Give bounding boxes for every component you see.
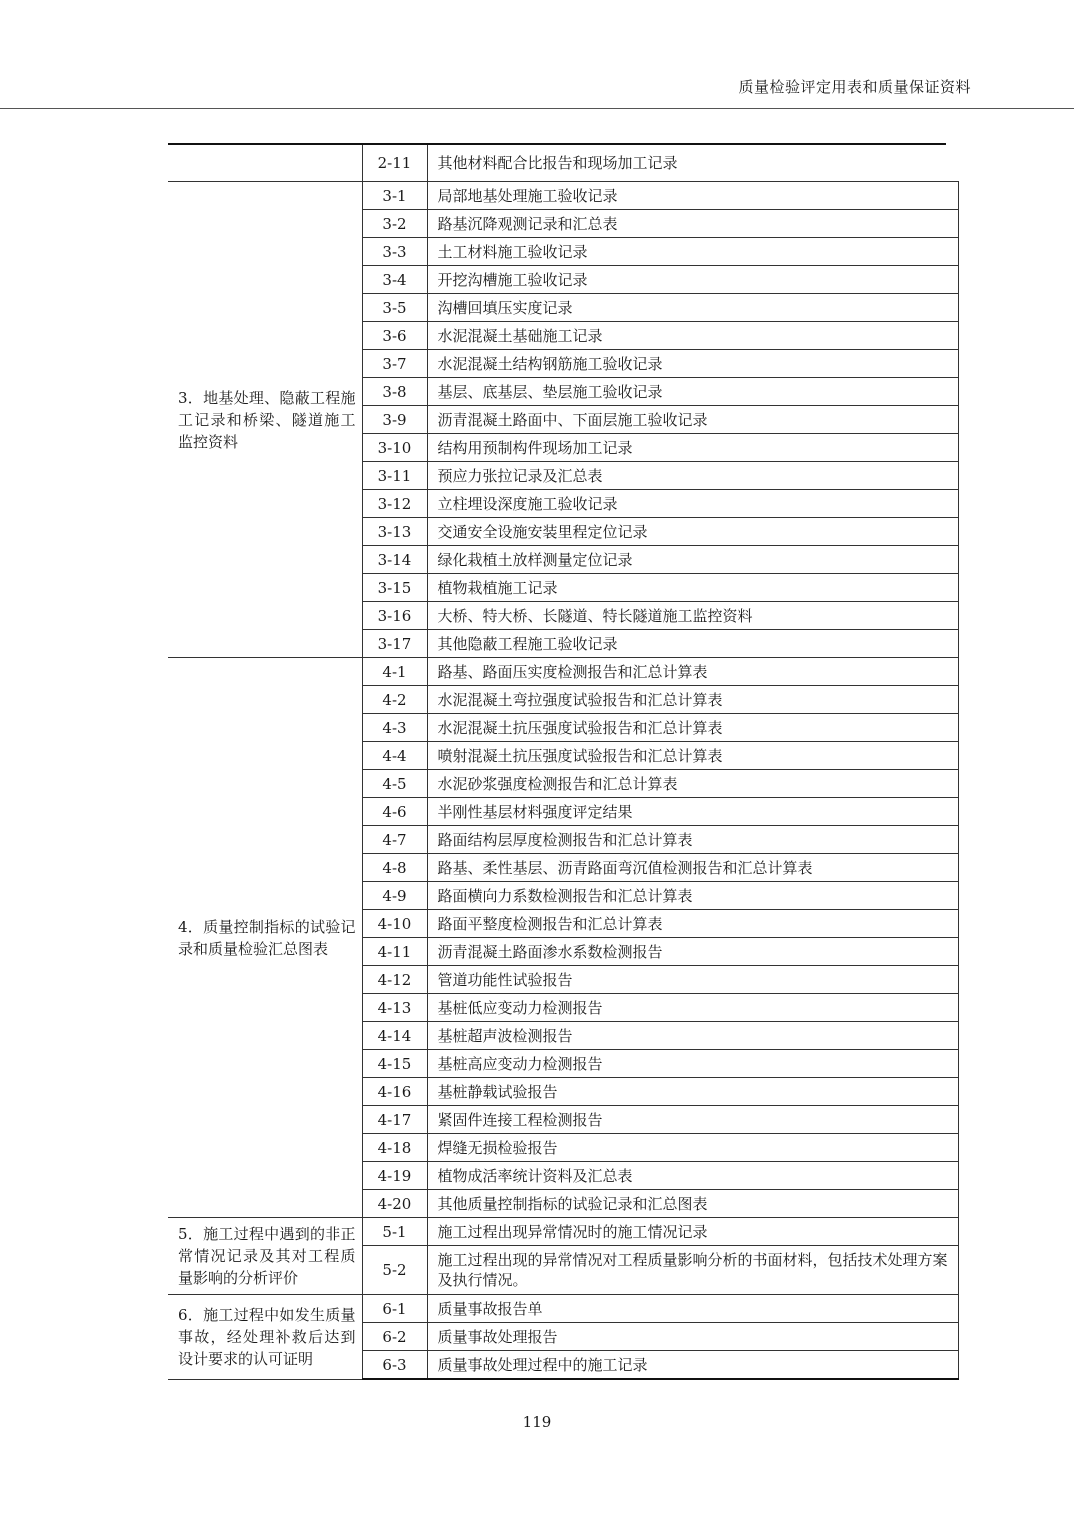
category-cell [168,145,362,182]
item-code: 4-16 [362,1078,427,1106]
item-code: 4-18 [362,1134,427,1162]
item-code: 4-11 [362,938,427,966]
item-code: 4-1 [362,658,427,686]
item-code: 4-7 [362,826,427,854]
item-code: 4-13 [362,994,427,1022]
item-description: 基桩超声波检测报告 [427,1022,958,1050]
item-code: 3-14 [362,546,427,574]
item-code: 4-4 [362,742,427,770]
item-description: 基桩静载试验报告 [427,1078,958,1106]
item-code: 4-20 [362,1190,427,1218]
table-row [168,182,958,210]
item-description: 植物成活率统计资料及汇总表 [427,1162,958,1190]
item-description: 质量事故处理过程中的施工记录 [427,1351,958,1380]
item-code: 3-10 [362,434,427,462]
item-description: 局部地基处理施工验收记录 [427,182,958,210]
item-code: 4-10 [362,910,427,938]
item-code: 4-3 [362,714,427,742]
item-description: 绿化栽植土放样测量定位记录 [427,546,958,574]
item-description: 质量事故处理报告 [427,1323,958,1351]
item-description: 沥青混凝土路面中、下面层施工验收记录 [427,406,958,434]
item-code: 4-14 [362,1022,427,1050]
quality-records-table [168,145,959,1380]
item-description: 开挖沟槽施工验收记录 [427,266,958,294]
item-code: 3-15 [362,574,427,602]
item-description: 基桩高应变动力检测报告 [427,1050,958,1078]
item-code: 6-2 [362,1323,427,1351]
item-description: 管道功能性试验报告 [427,966,958,994]
item-description: 路面平整度检测报告和汇总计算表 [427,910,958,938]
item-code: 4-9 [362,882,427,910]
item-description: 水泥混凝土结构钢筋施工验收记录 [427,350,958,378]
item-description: 沥青混凝土路面渗水系数检测报告 [427,938,958,966]
item-description: 沟槽回填压实度记录 [427,294,958,322]
item-code: 3-4 [362,266,427,294]
category-cell: 3．地基处理、隐蔽工程施工记录和桥梁、隧道施工监控资料 [168,182,362,658]
item-code: 4-2 [362,686,427,714]
item-code: 3-17 [362,630,427,658]
item-description: 其他材料配合比报告和现场加工记录 [427,145,958,182]
item-description: 半刚性基层材料强度评定结果 [427,798,958,826]
item-description: 大桥、特大桥、长隧道、特长隧道施工监控资料 [427,602,958,630]
item-code: 3-12 [362,490,427,518]
item-description: 路面结构层厚度检测报告和汇总计算表 [427,826,958,854]
item-description: 水泥混凝土基础施工记录 [427,322,958,350]
item-description: 路基、路面压实度检测报告和汇总计算表 [427,658,958,686]
item-code: 3-2 [362,210,427,238]
item-description: 土工材料施工验收记录 [427,238,958,266]
item-code: 5-2 [362,1246,427,1295]
item-description: 预应力张拉记录及汇总表 [427,462,958,490]
item-description: 水泥混凝土弯拉强度试验报告和汇总计算表 [427,686,958,714]
page-number: 119 [522,1413,552,1431]
page-header-title: 质量检验评定用表和质量保证资料 [738,78,971,96]
item-description: 焊缝无损检验报告 [427,1134,958,1162]
item-description: 水泥混凝土抗压强度试验报告和汇总计算表 [427,714,958,742]
item-code: 3-6 [362,322,427,350]
item-code: 6-3 [362,1351,427,1380]
item-code: 4-6 [362,798,427,826]
item-code: 4-8 [362,854,427,882]
table-row [168,1218,958,1246]
item-description: 路面横向力系数检测报告和汇总计算表 [427,882,958,910]
table-row [168,1295,958,1323]
item-description: 施工过程出现的异常情况对工程质量影响分析的书面材料，包括技术处理方案及执行情况。 [427,1246,958,1295]
item-code: 3-5 [362,294,427,322]
item-description: 水泥砂浆强度检测报告和汇总计算表 [427,770,958,798]
category-cell: 5．施工过程中遇到的非正常情况记录及其对工程质量影响的分析评价 [168,1218,362,1295]
table-row [168,658,958,686]
header-rule [0,108,1074,109]
item-code: 4-15 [362,1050,427,1078]
item-code: 4-5 [362,770,427,798]
item-code: 3-16 [362,602,427,630]
item-code: 3-9 [362,406,427,434]
item-description: 基层、底基层、垫层施工验收记录 [427,378,958,406]
table-row [168,145,958,182]
item-description: 喷射混凝土抗压强度试验报告和汇总计算表 [427,742,958,770]
item-description: 交通安全设施安装里程定位记录 [427,518,958,546]
item-description: 施工过程出现异常情况时的施工情况记录 [427,1218,958,1246]
item-description: 立柱埋设深度施工验收记录 [427,490,958,518]
item-code: 4-12 [362,966,427,994]
item-code: 2-11 [362,145,427,182]
item-description: 基桩低应变动力检测报告 [427,994,958,1022]
item-description: 路基、柔性基层、沥青路面弯沉值检测报告和汇总计算表 [427,854,958,882]
item-code: 4-17 [362,1106,427,1134]
item-description: 其他隐蔽工程施工验收记录 [427,630,958,658]
item-description: 路基沉降观测记录和汇总表 [427,210,958,238]
item-code: 3-1 [362,182,427,210]
item-code: 5-1 [362,1218,427,1246]
category-cell: 4．质量控制指标的试验记录和质量检验汇总图表 [168,658,362,1218]
item-code: 6-1 [362,1295,427,1323]
item-code: 3-11 [362,462,427,490]
item-description: 其他质量控制指标的试验记录和汇总图表 [427,1190,958,1218]
category-cell: 6．施工过程中如发生质量事故，经处理补救后达到设计要求的认可证明 [168,1295,362,1380]
item-code: 4-19 [362,1162,427,1190]
item-code: 3-7 [362,350,427,378]
item-code: 3-8 [362,378,427,406]
item-description: 结构用预制构件现场加工记录 [427,434,958,462]
item-description: 紧固件连接工程检测报告 [427,1106,958,1134]
item-description: 植物栽植施工记录 [427,574,958,602]
item-code: 3-3 [362,238,427,266]
item-description: 质量事故报告单 [427,1295,958,1323]
item-code: 3-13 [362,518,427,546]
